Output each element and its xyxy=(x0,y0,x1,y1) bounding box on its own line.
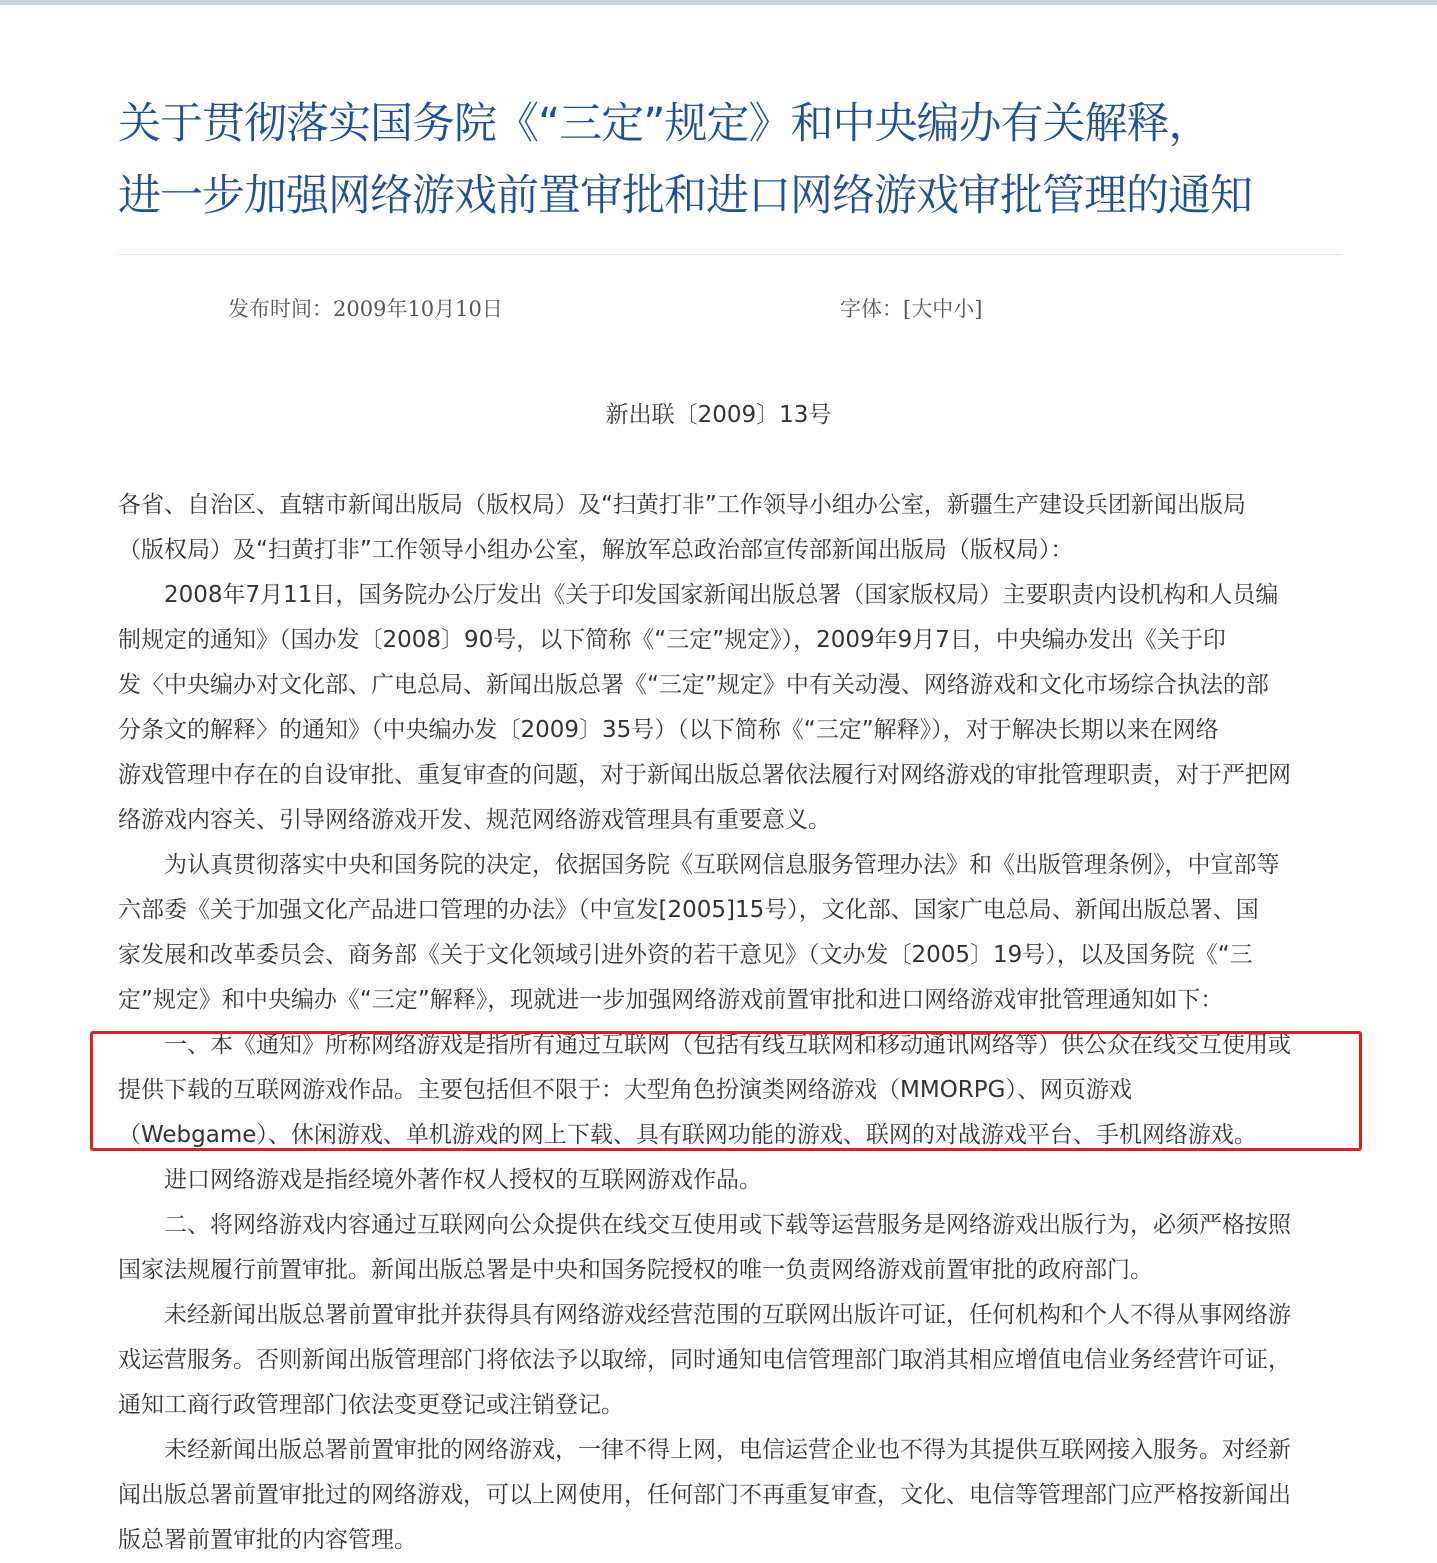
font-label: 字体： xyxy=(840,297,903,321)
body-line: （版权局）及“扫黄打非”工作领导小组办公室，解放军总政治部宣传部新闻出版局（版权局）： xyxy=(118,537,1074,563)
body-line: 国家法规履行前置审批。新闻出版总署是中央和国务院授权的唯一负责网络游戏前置审批的政府部门。 xyxy=(118,1257,1153,1283)
body-line: 发〈中央编办对文化部、广电总局、新闻出版总署《“三定”规定》中有关动漫、网络游戏和文化市场综合执法的部 xyxy=(118,672,1269,698)
body-line: 提供下载的互联网游戏作品。主要包括但不限于：大型角色扮演类网络游戏（MMORPG）、网页游戏 xyxy=(118,1077,1132,1103)
body-line: 六部委《关于加强文化产品进口管理的办法》（中宣发[2005]15号），文化部、国家广电总局、新闻出版总署、国 xyxy=(118,897,1259,923)
body-line: 络游戏内容关、引导网络游戏开发、规范网络游戏管理具有重要意义。 xyxy=(118,807,831,833)
article-body xyxy=(118,483,1342,1563)
publish-label: 发布时间： xyxy=(228,297,333,321)
title-divider xyxy=(118,254,1342,255)
body-line: 未经新闻出版总署前置审批并获得具有网络游戏经营范围的互联网出版许可证，任何机构和个人不得从事网络游 xyxy=(118,1302,1291,1328)
font-large-link[interactable]: 大 xyxy=(911,297,933,321)
publish-info xyxy=(228,294,503,324)
body-line: 分条文的解释〉的通知》（中央编办发〔2009〕35号）（以下简称《“三定”解释》），对于解决长期以来在网络 xyxy=(118,717,1219,743)
font-medium-link[interactable]: 中 xyxy=(932,297,954,321)
body-line: 二、将网络游戏内容通过互联网向公众提供在线交互使用或下载等运营服务是网络游戏出版行为，必须严格按照 xyxy=(118,1212,1291,1238)
body-line: 闻出版总署前置审批过的网络游戏，可以上网使用，任何部门不再重复审查，文化、电信等管理部门应严格按新闻出 xyxy=(118,1482,1291,1508)
body-line: 2008年7月11日，国务院办公厅发出《关于印发国家新闻出版总署（国家版权局）主要职责内设机构和人员编 xyxy=(118,582,1279,608)
font-size-selector xyxy=(840,294,982,324)
body-line: 未经新闻出版总署前置审批的网络游戏，一律不得上网，电信运营企业也不得为其提供互联网接入服务。对经新 xyxy=(118,1437,1291,1463)
body-line: 进口网络游戏是指经境外著作权人授权的互联网游戏作品。 xyxy=(118,1167,762,1193)
body-line: 版总署前置审批的内容管理。 xyxy=(118,1527,417,1553)
title-line-1: 关于贯彻落实国务院《“三定”规定》和中央编办有关解释， xyxy=(118,99,1211,149)
font-bracket-close: ] xyxy=(974,297,983,321)
body-line: 一、本《通知》所称网络游戏是指所有通过互联网（包括有线互联网和移动通讯网络等）供公众在线交互使用或 xyxy=(118,1032,1291,1058)
publish-date: 2009年10月10日 xyxy=(333,297,503,321)
body-line: （Webgame）、休闲游戏、单机游戏的网上下载、具有联网功能的游戏、联网的对战游戏平台、手机网络游戏。 xyxy=(118,1122,1257,1148)
top-bar xyxy=(0,0,1437,5)
page-title xyxy=(118,88,1348,232)
body-line: 制规定的通知》（国办发〔2008〕90号，以下简称《“三定”规定》），2009年9月7日，中央编办发出《关于印 xyxy=(118,627,1226,653)
body-line: 为认真贯彻落实中央和国务院的决定，依据国务院《互联网信息服务管理办法》和《出版管理条例》，中宣部等 xyxy=(118,852,1280,878)
font-small-link[interactable]: 小 xyxy=(953,297,975,321)
body-line: 游戏管理中存在的自设审批、重复审查的问题，对于新闻出版总署依法履行对网络游戏的审批管理职责，对于严把网 xyxy=(118,762,1291,788)
font-bracket-open: [ xyxy=(903,297,912,321)
body-line: 定”规定》和中央编办《“三定”解释》，现就进一步加强网络游戏前置审批和进口网络游戏审批管理通知如下： xyxy=(118,987,1224,1013)
body-line: 家发展和改革委员会、商务部《关于文化领域引进外资的若干意见》（文办发〔2005〕19号），以及国务院《“三 xyxy=(118,942,1253,968)
body-line: 通知工商行政管理部门依法变更登记或注销登记。 xyxy=(118,1392,624,1418)
body-line: 各省、自治区、直辖市新闻出版局（版权局）及“扫黄打非”工作领导小组办公室，新疆生产建设兵团新闻出版局 xyxy=(118,492,1246,518)
document-number: 新出联〔2009〕13号 xyxy=(605,402,832,428)
body-line: 戏运营服务。否则新闻出版管理部门将依法予以取缔，同时通知电信管理部门取消其相应增值电信业务经营许可证， xyxy=(118,1347,1291,1373)
title-line-2: 进一步加强网络游戏前置审批和进口网络游戏审批管理的通知 xyxy=(118,171,1252,221)
